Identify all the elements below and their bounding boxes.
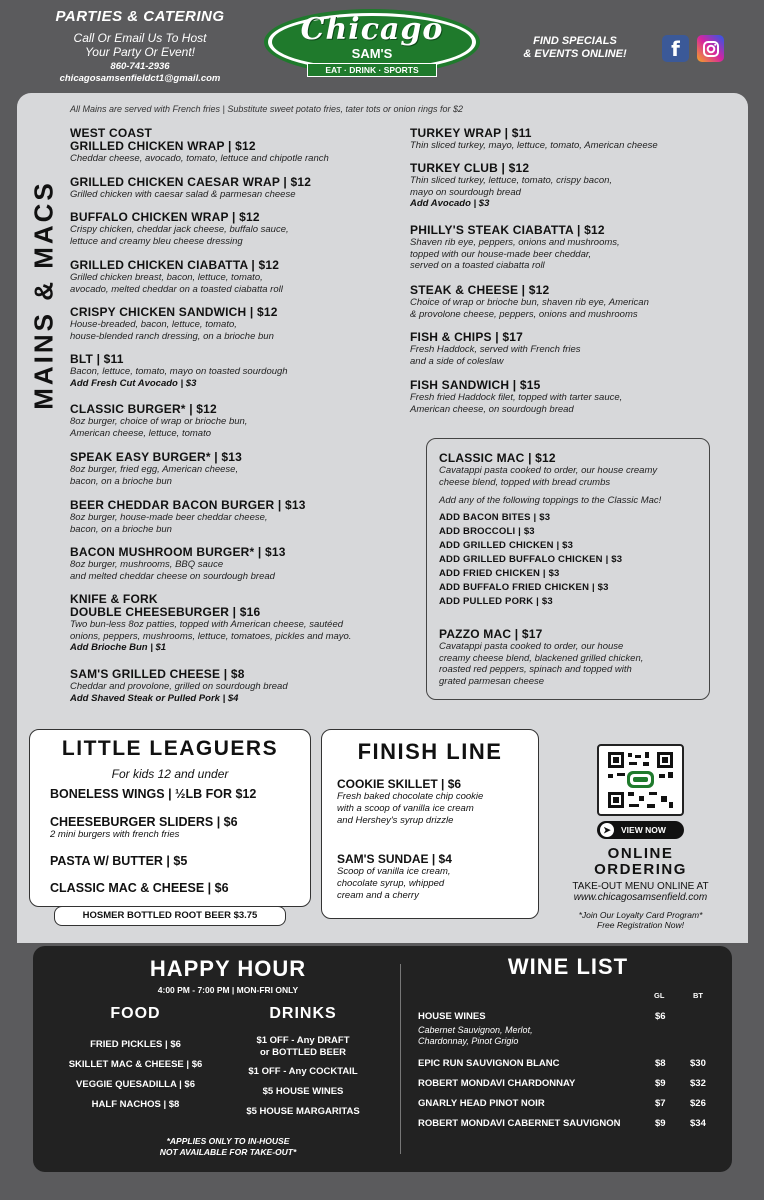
menu-item bbox=[70, 499, 410, 535]
item-desc: cheese blend, topped with bread crumbs bbox=[439, 476, 611, 488]
wine-name: GNARLY HEAD PINOT NOIR bbox=[418, 1098, 545, 1109]
item-desc: bacon, on a brioche bun bbox=[70, 523, 172, 535]
item-desc: Fresh fried Haddock filet, topped with tarter sauce, bbox=[410, 392, 623, 403]
menu-item bbox=[70, 259, 410, 295]
menu-item bbox=[410, 127, 750, 152]
find-specials-line: & EVENTS ONLINE! bbox=[523, 48, 627, 60]
wine-name: ROBERT MONDAVI CABERNET SAUVIGNON bbox=[418, 1118, 621, 1129]
topping: ADD BROCCOLI | $3 bbox=[439, 525, 535, 537]
logo-text: Chicago bbox=[300, 12, 444, 47]
item-desc: topped with our house-made beer cheddar, bbox=[410, 248, 592, 260]
item-desc: and melted cheddar cheese on sourdough bread bbox=[70, 570, 275, 582]
menu-item bbox=[70, 353, 410, 390]
wine-gl: $8 bbox=[655, 1058, 666, 1069]
drink-item: $1 OFF - Any COCKTAIL bbox=[248, 1066, 358, 1077]
item-title: TURKEY WRAP | $11 bbox=[410, 126, 532, 140]
wine-gl: $6 bbox=[655, 1011, 666, 1022]
menu-item bbox=[70, 403, 410, 439]
item-desc: with a scoop of vanilla ice cream bbox=[337, 803, 474, 814]
mains-note: All Mains are served with French fries | Substitute sweet potato fries, tater tots or onion rings for $2 bbox=[70, 104, 464, 114]
item-desc: Two bun-less 8oz patties, topped with American cheese, sautéed bbox=[70, 619, 344, 630]
wine-bt: $30 bbox=[690, 1058, 706, 1069]
logo-sams: SAM'S bbox=[351, 46, 393, 61]
item-desc: Shaven rib eye, peppers, onions and mushrooms, bbox=[410, 237, 620, 248]
item-title: FISH SANDWICH | $15 bbox=[410, 378, 541, 392]
header-email: chicagosamsenfieldct1@gmail.com bbox=[59, 73, 221, 84]
pointer-icon: ➤ bbox=[600, 823, 614, 837]
wine-desc-line: Cabernet Sauvignon, Merlot, bbox=[418, 1025, 533, 1035]
item-title: SAM'S SUNDAE | $4 bbox=[337, 852, 452, 866]
dessert-item bbox=[337, 852, 452, 902]
topping: ADD GRILLED BUFFALO CHICKEN | $3 bbox=[439, 553, 623, 565]
item-title: BACON MUSHROOM BURGER* | $13 bbox=[70, 545, 286, 559]
little-leaguers-box bbox=[29, 729, 311, 907]
menu-item bbox=[70, 546, 410, 582]
item-title: WEST COAST bbox=[70, 126, 152, 140]
food-item: VEGGIE QUESADILLA | $6 bbox=[76, 1079, 195, 1090]
topping: ADD FRIED CHICKEN | $3 bbox=[439, 567, 560, 579]
happy-note bbox=[48, 1136, 408, 1158]
item-desc: creamy cheese blend, blackened grilled chicken, bbox=[439, 652, 644, 664]
item-desc: Crispy chicken, cheddar jack cheese, buffalo sauce, bbox=[70, 224, 289, 235]
header-title: PARTIES & CATERING bbox=[55, 8, 225, 25]
item-desc: grated parmesan cheese bbox=[439, 675, 545, 687]
item-title: TURKEY CLUB | $12 bbox=[410, 161, 530, 175]
item-desc: 8oz burger, choice of wrap or brioche bun, bbox=[70, 416, 248, 427]
menu-item bbox=[410, 331, 750, 367]
item-desc: 8oz burger, fried egg, American cheese, bbox=[70, 464, 239, 475]
item-desc: American cheese, lettuce, tomato bbox=[70, 427, 211, 439]
menu-item bbox=[70, 451, 410, 487]
item-title: BEER CHEDDAR BACON BURGER | $13 bbox=[70, 498, 306, 512]
item-title: GRILLED CHICKEN WRAP | $12 bbox=[70, 139, 256, 153]
item-desc: Cheddar and provolone, grilled on sourdough bread bbox=[70, 681, 288, 692]
menu-item bbox=[410, 284, 750, 320]
drink-item: $5 HOUSE WINES bbox=[262, 1086, 344, 1097]
kids-item-desc: 2 mini burgers with french fries bbox=[50, 829, 180, 840]
wine-title: WINE LIST bbox=[507, 954, 629, 979]
logo-tagline: EAT · DRINK · SPORTS bbox=[307, 63, 437, 77]
wine-col-gl: GL bbox=[654, 991, 665, 1000]
item-title: SAM'S GRILLED CHEESE | $8 bbox=[70, 667, 245, 681]
item-desc: Fresh Haddock, served with French fries bbox=[410, 344, 581, 355]
item-addon: Add Avocado | $3 bbox=[410, 198, 490, 209]
wine-name: EPIC RUN SAUVIGNON BLANC bbox=[418, 1058, 560, 1069]
wine-bt: $32 bbox=[690, 1078, 706, 1089]
happy-title: HAPPY HOUR bbox=[149, 956, 307, 981]
item-desc: lettuce and creamy bleu cheese dressing bbox=[70, 235, 243, 247]
item-desc: 8oz burger, mushrooms, BBQ sauce bbox=[70, 559, 224, 570]
chicago-sams-logo bbox=[262, 8, 482, 82]
item-desc: and Hershey's syrup drizzle bbox=[337, 815, 454, 826]
side-title-wrap bbox=[20, 150, 68, 440]
drinks-title: DRINKS bbox=[269, 1005, 337, 1022]
item-title: CRISPY CHICKEN SANDWICH | $12 bbox=[70, 305, 278, 319]
item-desc: Bacon, lettuce, tomato, mayo on toasted sourdough bbox=[70, 366, 288, 377]
item-desc: Cheddar cheese, avocado, tomato, lettuce and chipotle ranch bbox=[70, 153, 329, 164]
online-title: ONLINE bbox=[607, 845, 674, 862]
item-desc: Grilled chicken breast, bacon, lettuce, tomato, bbox=[70, 272, 263, 283]
topping: ADD PULLED PORK | $3 bbox=[439, 595, 553, 607]
divider bbox=[400, 964, 401, 1154]
item-desc: and a side of coleslaw bbox=[410, 355, 504, 367]
item-desc: avocado, melted cheddar on a toasted ciabatta roll bbox=[70, 283, 283, 295]
menu-item bbox=[70, 176, 410, 201]
item-title: GRILLED CHICKEN CAESAR WRAP | $12 bbox=[70, 175, 312, 189]
online-ordering bbox=[548, 846, 733, 930]
topping: ADD BACON BITES | $3 bbox=[439, 511, 551, 523]
item-desc: cream and a cherry bbox=[337, 890, 419, 901]
item-desc: roasted red peppers, spinach and topped with bbox=[439, 664, 632, 675]
happy-note-line: *APPLIES ONLY TO IN-HOUSE bbox=[166, 1136, 290, 1146]
finish-title: FINISH LINE bbox=[357, 739, 503, 764]
item-desc: mayo on sourdough bread bbox=[410, 186, 521, 198]
item-desc: served on a toasted ciabatta roll bbox=[410, 260, 545, 271]
view-now-button[interactable] bbox=[597, 821, 684, 839]
drink-item: or BOTTLED BEER bbox=[259, 1047, 347, 1058]
wine-bt: $26 bbox=[690, 1098, 706, 1109]
item-addon: Add Brioche Bun | $1 bbox=[70, 642, 167, 653]
item-title: COOKIE SKILLET | $6 bbox=[337, 777, 462, 791]
item-desc: House-breaded, bacon, lettuce, tomato, bbox=[70, 319, 237, 330]
loyalty-line: *Join Our Loyalty Card Program* bbox=[578, 910, 703, 920]
item-desc: Cavatappi pasta cooked to order, our house creamy bbox=[439, 465, 658, 476]
loyalty-line: Free Registration Now! bbox=[597, 920, 684, 930]
kids-item: PASTA W/ BUTTER | $5 bbox=[50, 854, 188, 868]
happy-time: 4:00 PM - 7:00 PM | MON-FRI ONLY bbox=[157, 985, 299, 995]
item-desc: house-blended ranch dressing, on a brioche bun bbox=[70, 330, 274, 342]
drinks-list bbox=[223, 1035, 383, 1121]
topping: ADD GRILLED CHICKEN | $3 bbox=[439, 539, 574, 551]
drink-item: $1 OFF - Any DRAFT bbox=[256, 1035, 350, 1046]
item-title: KNIFE & FORK bbox=[70, 592, 158, 606]
instagram-icon[interactable] bbox=[697, 35, 724, 62]
item-desc: Grilled chicken with caesar salad & parmesan cheese bbox=[70, 189, 296, 200]
menu-item bbox=[410, 379, 750, 415]
item-desc: onions, peppers, mushrooms, lettuce, tomatoes, pickles and mayo. bbox=[70, 630, 352, 642]
menu-item bbox=[70, 306, 410, 342]
little-sub: For kids 12 and under bbox=[111, 767, 229, 781]
wine-gl: $9 bbox=[655, 1118, 666, 1129]
online-title: ORDERING bbox=[594, 861, 687, 878]
item-title: BLT | $11 bbox=[70, 352, 124, 366]
item-title: SPEAK EASY BURGER* | $13 bbox=[70, 450, 242, 464]
item-desc: 8oz burger, house-made beer cheddar cheese, bbox=[70, 512, 268, 523]
item-desc: & provolone cheese, peppers, onions and mushrooms bbox=[410, 308, 638, 320]
item-desc: Cavatappi pasta cooked to order, our house bbox=[439, 641, 624, 652]
item-desc: chocolate syrup, whipped bbox=[337, 878, 445, 889]
kids-item: BONELESS WINGS | ½LB FOR $12 bbox=[50, 787, 257, 801]
view-now-label: VIEW NOW bbox=[621, 825, 666, 835]
wine-gl: $7 bbox=[655, 1098, 666, 1109]
food-item: SKILLET MAC & CHEESE | $6 bbox=[68, 1059, 203, 1070]
item-title: CLASSIC MAC | $12 bbox=[439, 451, 556, 465]
wine-name: HOUSE WINES bbox=[418, 1011, 486, 1022]
toppings-note: Add any of the following toppings to the Classic Mac! bbox=[439, 495, 662, 506]
happy-hour-wine-box bbox=[33, 946, 732, 1172]
item-desc: Fresh baked chocolate chip cookie bbox=[337, 791, 484, 802]
item-title: PHILLY'S STEAK CIABATTA | $12 bbox=[410, 223, 605, 237]
item-addon: Add Fresh Cut Avocado | $3 bbox=[70, 377, 197, 389]
wine-bt: $34 bbox=[690, 1118, 706, 1129]
kids-item: CHEESEBURGER SLIDERS | $6 bbox=[50, 815, 238, 829]
online-url[interactable]: www.chicagosamsenfield.com bbox=[573, 892, 708, 903]
root-beer-badge: HOSMER BOTTLED ROOT BEER $3.75 bbox=[54, 906, 286, 926]
item-title: STEAK & CHEESE | $12 bbox=[410, 283, 550, 297]
item-title: PAZZO MAC | $17 bbox=[439, 627, 543, 641]
food-item: HALF NACHOS | $8 bbox=[91, 1099, 180, 1110]
wine-col-bt: BT bbox=[693, 991, 703, 1000]
item-title: FISH & CHIPS | $17 bbox=[410, 330, 523, 344]
item-desc: Scoop of vanilla ice cream, bbox=[337, 866, 451, 877]
menu-item bbox=[70, 127, 410, 165]
wine-desc bbox=[418, 1025, 533, 1047]
dessert-item bbox=[337, 777, 483, 827]
side-title: MAINS & MACS bbox=[28, 180, 59, 410]
wine-desc-line: Chardonnay, Pinot Grigio bbox=[418, 1036, 519, 1046]
header-line: Your Party Or Event! bbox=[84, 45, 196, 59]
drink-item: $5 HOUSE MARGARITAS bbox=[246, 1106, 360, 1117]
facebook-icon[interactable]: f bbox=[662, 35, 689, 62]
find-specials-line: FIND SPECIALS bbox=[533, 35, 617, 47]
item-title: DOUBLE CHEESEBURGER | $16 bbox=[70, 605, 261, 619]
online-line: TAKE-OUT MENU ONLINE AT bbox=[572, 881, 709, 892]
menu-item bbox=[410, 162, 750, 210]
item-title: GRILLED CHICKEN CIABATTA | $12 bbox=[70, 258, 280, 272]
menu-item bbox=[410, 224, 750, 272]
wine-gl: $9 bbox=[655, 1078, 666, 1089]
menu-item bbox=[439, 628, 704, 687]
item-addon: Add Shaved Steak or Pulled Pork | $4 bbox=[70, 692, 239, 704]
item-title: CLASSIC BURGER* | $12 bbox=[70, 402, 217, 416]
wine-name: ROBERT MONDAVI CHARDONNAY bbox=[418, 1078, 576, 1089]
menu-item bbox=[70, 211, 410, 247]
topping: ADD BUFFALO FRIED CHICKEN | $3 bbox=[439, 581, 609, 593]
menu-item bbox=[439, 452, 704, 609]
qr-code-icon[interactable] bbox=[597, 744, 684, 816]
item-desc: bacon, on a brioche bun bbox=[70, 475, 172, 487]
item-desc: Choice of wrap or brioche bun, shaven rib eye, American bbox=[410, 297, 649, 308]
food-title: FOOD bbox=[110, 1005, 161, 1022]
item-title: BUFFALO CHICKEN WRAP | $12 bbox=[70, 210, 260, 224]
item-desc: Thin sliced turkey, mayo, lettuce, tomato, American cheese bbox=[410, 140, 658, 151]
menu-item bbox=[70, 593, 420, 654]
kids-item: CLASSIC MAC & CHEESE | $6 bbox=[50, 881, 229, 895]
item-desc: Thin sliced turkey, lettuce, tomato, crispy bacon, bbox=[410, 175, 613, 186]
find-specials bbox=[500, 35, 650, 61]
happy-note-line: NOT AVAILABLE FOR TAKE-OUT* bbox=[159, 1147, 297, 1157]
food-list bbox=[48, 1035, 223, 1115]
menu-item bbox=[70, 668, 410, 705]
header-line: Call Or Email Us To Host bbox=[73, 31, 207, 45]
header-phone: 860-741-2936 bbox=[110, 61, 170, 72]
little-title: LITTLE LEAGUERS bbox=[61, 737, 279, 760]
header-catering bbox=[20, 8, 260, 85]
item-desc: American cheese, on sourdough bread bbox=[410, 403, 574, 415]
finish-line-box bbox=[321, 729, 539, 919]
food-item: FRIED PICKLES | $6 bbox=[90, 1039, 181, 1050]
